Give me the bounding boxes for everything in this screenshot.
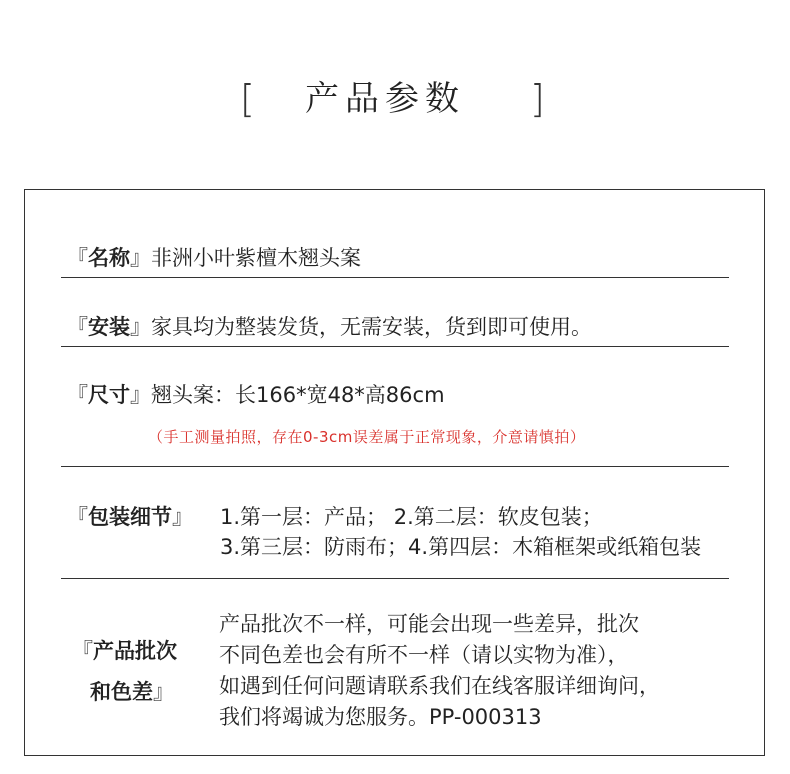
size-note: （手工测量拍照，存在0-3cm误差属于正常现象，介意请慎拍） [148,428,586,446]
packaging-line-1: 1.第一层：产品； 2.第二层：软皮包装； [220,505,603,529]
bracket-left: [ [240,77,255,121]
batch-text-line-1: 产品批次不一样，可能会出现一些差异，批次 [219,612,639,636]
packaging-line-2: 3.第三层：防雨布；4.第四层：木箱框架或纸箱包装 [220,535,702,559]
page-title: 产品参数 [305,79,465,119]
param-row-install [67,312,592,342]
batch-text-line-4: 我们将竭诚为您服务。PP-000313 [219,705,542,729]
install-value: 家具均为整装发货，无需安装，货到即可使用。 [151,315,592,339]
quote-close: 』 [153,680,174,704]
size-value: 翘头案：长166*宽48*高86cm [151,383,445,407]
batch-text-line-3: 如遇到任何问题请联系我们在线客服详细询问， [219,674,660,698]
packaging-label: 包装细节 [88,505,172,529]
bracket-right: ] [530,77,545,121]
divider [61,346,729,347]
param-row-packaging-label [67,502,193,532]
size-label: 尺寸 [88,383,130,407]
divider [61,578,729,579]
param-row-size [67,380,445,410]
quote-open: 『 [67,383,88,407]
install-label: 安装 [88,315,130,339]
quote-open: 『 [67,315,88,339]
name-value: 非洲小叶紫檀木翘头案 [151,246,361,270]
batch-text-line-2: 不同色差也会有所不一样（请以实物为准）， [219,643,629,667]
name-label: 名称 [88,246,130,270]
quote-open: 『 [67,505,88,529]
quote-close: 』 [130,315,151,339]
quote-close: 』 [130,383,151,407]
quote-close: 』 [172,505,193,529]
quote-open: 『 [72,639,93,663]
divider [61,277,729,278]
quote-close: 』 [130,246,151,270]
divider [61,466,729,467]
section-heading [0,74,790,124]
batch-label-line-2 [90,676,174,706]
param-row-name [67,243,361,273]
batch-label-line-1 [72,635,177,665]
batch-label-text-1: 产品批次 [93,639,177,663]
batch-label-text-2: 和色差 [90,680,153,704]
quote-open: 『 [67,246,88,270]
